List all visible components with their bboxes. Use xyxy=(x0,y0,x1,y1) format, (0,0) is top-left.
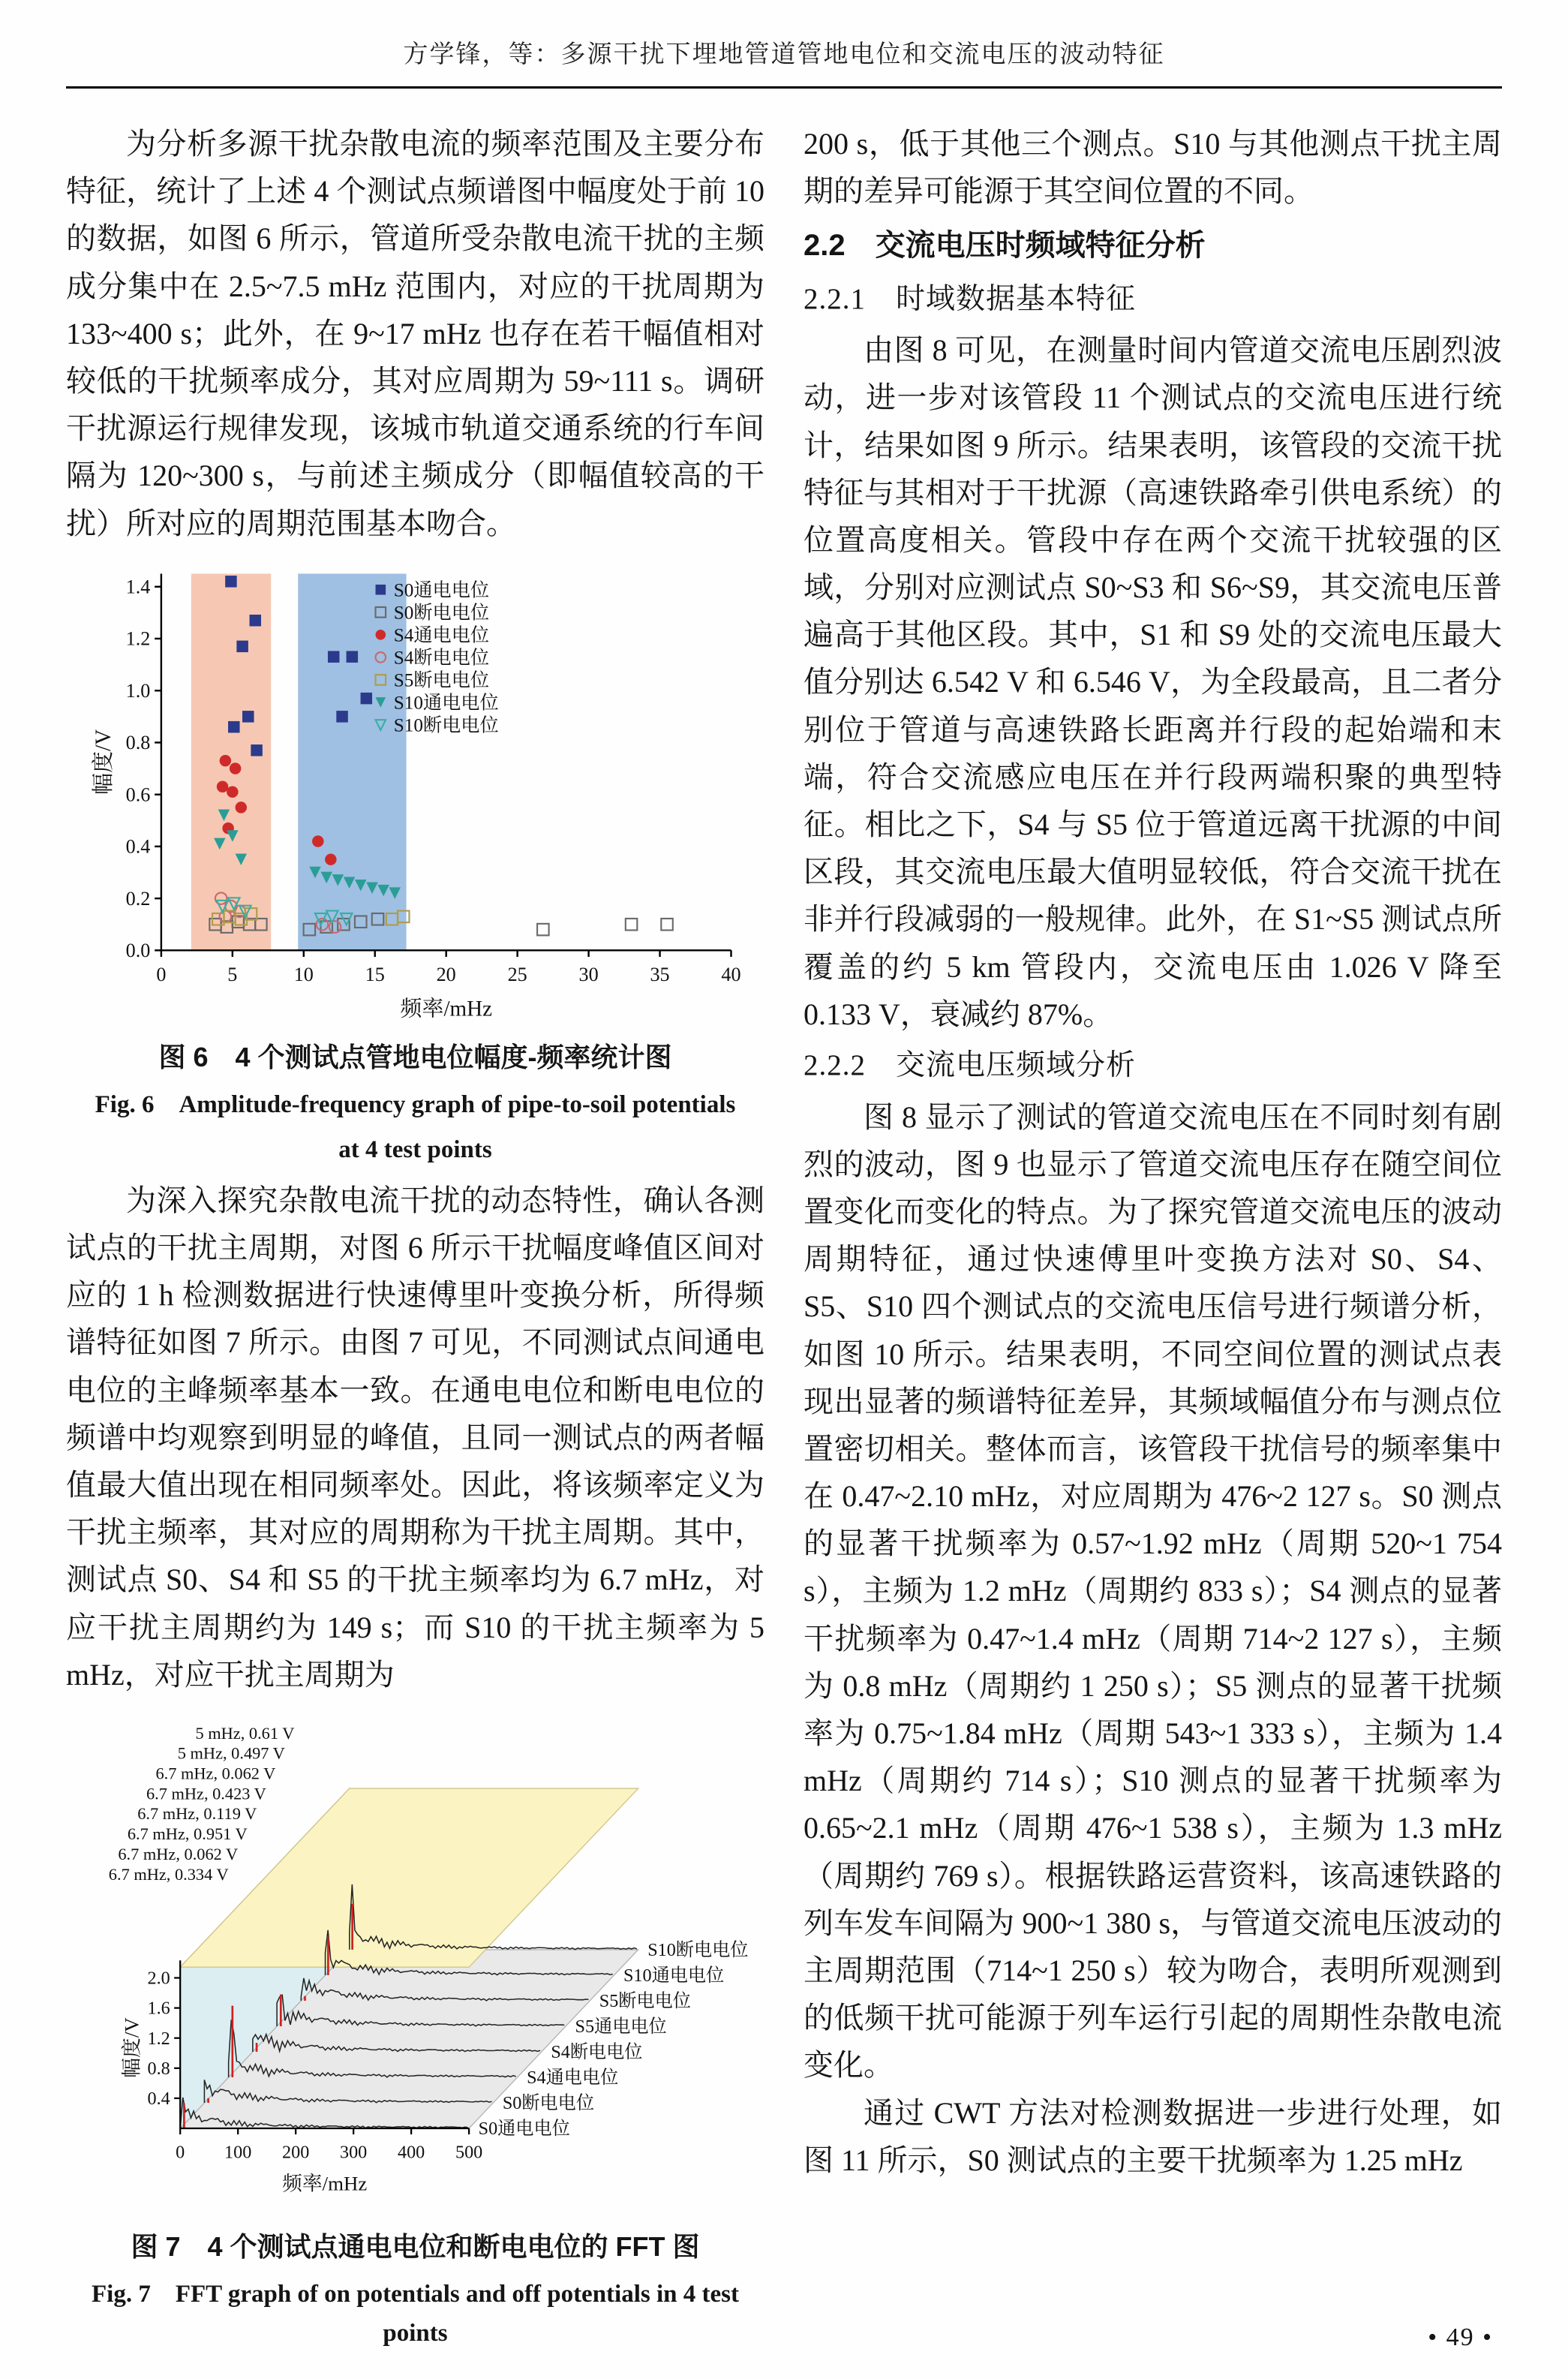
svg-text:0.0: 0.0 xyxy=(125,939,150,961)
figure-7 xyxy=(66,1712,764,2353)
svg-text:300: 300 xyxy=(340,2142,368,2163)
svg-text:S0断电电位: S0断电电位 xyxy=(502,2093,595,2114)
svg-text:5 mHz, 0.61 V: 5 mHz, 0.61 V xyxy=(195,1723,295,1743)
svg-text:25: 25 xyxy=(507,963,527,985)
svg-text:200: 200 xyxy=(282,2142,310,2163)
paragraph-cwt: 通过 CWT 方法对检测数据进一步进行处理，如图 11 所示，S0 测试点的主要干扰频率为 1.25 mHz xyxy=(804,2095,1502,2177)
svg-text:S5通电电位: S5通电电位 xyxy=(575,2016,667,2037)
fig6-caption-en-line1: Fig. 6 Amplitude-frequency graph of pipe-to-soil potentials xyxy=(95,1090,736,1118)
svg-text:频率/mHz: 频率/mHz xyxy=(399,997,492,1021)
svg-text:10: 10 xyxy=(293,963,314,985)
svg-text:S0通电电位: S0通电电位 xyxy=(478,2119,570,2140)
figure-6 xyxy=(66,561,764,1169)
svg-text:0: 0 xyxy=(155,963,166,985)
svg-text:0.4: 0.4 xyxy=(125,835,150,858)
fig7-caption-en: Fig. 7 FFT graph of on potentials and off potentials in 4 test points xyxy=(92,2281,739,2347)
svg-text:S0断电电位: S0断电电位 xyxy=(393,603,489,624)
svg-text:6.7 mHz, 0.062 V: 6.7 mHz, 0.062 V xyxy=(118,1844,239,1863)
svg-text:S5断电电位: S5断电电位 xyxy=(599,1990,691,2011)
two-column-body xyxy=(66,120,1502,2360)
svg-text:S0通电电位: S0通电电位 xyxy=(393,580,489,601)
fig6-chart xyxy=(89,561,743,1026)
svg-text:0.2: 0.2 xyxy=(125,887,150,910)
svg-text:1.2: 1.2 xyxy=(125,627,150,650)
subsection-heading-2-2-2: 2.2.2 交流电压频域分析 xyxy=(804,1048,1137,1081)
svg-text:100: 100 xyxy=(224,2142,252,2163)
left-column xyxy=(66,120,764,2360)
header-rule xyxy=(66,86,1502,89)
paragraph-continuation: 200 s，低于其他三个测点。S10 与其他测点干扰主周期的差异可能源于其空间位置的不同。 xyxy=(804,127,1502,209)
svg-text:20: 20 xyxy=(436,963,456,985)
fig6-caption-en-line2: at 4 test points xyxy=(338,1135,492,1163)
svg-text:S10断电电位: S10断电电位 xyxy=(393,715,499,736)
running-head-title: 方学锋，等：多源干扰下埋地管道管地电位和交流电压的波动特征 xyxy=(403,41,1165,68)
svg-text:1.2: 1.2 xyxy=(147,2028,170,2049)
svg-text:0.8: 0.8 xyxy=(125,731,150,753)
svg-text:6.7 mHz, 0.062 V: 6.7 mHz, 0.062 V xyxy=(155,1764,276,1783)
svg-text:400: 400 xyxy=(398,2142,425,2163)
svg-text:1.0: 1.0 xyxy=(125,679,150,702)
subsection-heading-2-2-1: 2.2.1 时域数据基本特征 xyxy=(804,282,1137,315)
fig6-caption-cn: 图 6 4 个测试点管地电位幅度-频率统计图 xyxy=(158,1041,672,1072)
svg-text:5: 5 xyxy=(227,963,237,985)
svg-text:6.7 mHz, 0.119 V: 6.7 mHz, 0.119 V xyxy=(137,1804,257,1824)
svg-text:幅度/V: 幅度/V xyxy=(120,2017,143,2078)
svg-text:0: 0 xyxy=(176,2142,185,2163)
svg-text:S5断电电位: S5断电电位 xyxy=(393,670,489,691)
paragraph-fft-analysis: 为深入探究杂散电流干扰的动态特性，确认各测试点的干扰主周期，对图 6 所示干扰幅度峰值区间对应的 1 h 检测数据进行快速傅里叶变换分析，所得频谱特征如图 7 所示。由图 7 可见，不同测试点间通电电位的主峰频率基本一致。在通电电位和断电电位的频谱中均观察到明显的峰值，且同一测试点的两者幅值最大值出现在相同频率处。因此，将该频率定义为干扰主频率，其对应的周期称为干扰主周期。其中，测试点 S0、S4 和 S5 的干扰主频率均为 6.7 mHz，对应干扰主周期约为 149 s；而 S10 的干扰主频率为 5 mHz，对应干扰主周期为 xyxy=(66,1183,764,1692)
svg-text:0.6: 0.6 xyxy=(125,783,150,806)
svg-text:5 mHz, 0.497 V: 5 mHz, 0.497 V xyxy=(177,1743,285,1763)
fig7-chart xyxy=(66,1712,764,2215)
svg-text:S10断电电位: S10断电电位 xyxy=(647,1939,749,1960)
svg-text:S4通电电位: S4通电电位 xyxy=(393,625,489,646)
svg-text:30: 30 xyxy=(578,963,599,985)
svg-text:40: 40 xyxy=(720,963,741,985)
svg-text:S4断电电位: S4断电电位 xyxy=(551,2041,643,2062)
svg-text:S10通电电位: S10通电电位 xyxy=(393,693,499,714)
paragraph-time-domain: 由图 8 可见，在测量时间内管道交流电压剧烈波动，进一步对该管段 11 个测试点的交流电压进行统计，结果如图 9 所示。结果表明，该管段的交流干扰特征与其相对于干扰源（高速铁路牵引供电系统）的位置高度相关。管段中存在两个交流干扰较强的区域，分别对应测试点 S0~S3 和 S6~S9，其交流电压普遍高于其他区段。其中，S1 和 S9 处的交流电压最大值分别达 6.542 V 和 6.546 V，为全段最高，且二者分别位于管道与高速铁路长距离并行段的起始端和末端，符合交流感应电压在并行段两端积聚的典型特征。相比之下，S4 与 S5 位于管道远离干扰源的中间区段，其交流电压最大值明显较低，符合交流干扰在非并行段减弱的一般规律。此外，在 S1~S5 测试点所覆盖的约 5 km 管段内，交流电压由 1.026 V 降至 0.133 V，衰减约 87%。 xyxy=(804,333,1502,1031)
section-heading-2-2: 2.2 交流电压时频域特征分析 xyxy=(804,229,1206,263)
svg-text:0.4: 0.4 xyxy=(147,2088,170,2109)
svg-text:频率/mHz: 频率/mHz xyxy=(281,2172,368,2195)
svg-text:500: 500 xyxy=(455,2142,483,2163)
svg-text:1.6: 1.6 xyxy=(147,1998,170,2019)
svg-text:1.4: 1.4 xyxy=(125,576,150,598)
svg-text:幅度/V: 幅度/V xyxy=(91,729,116,795)
svg-text:S4通电电位: S4通电电位 xyxy=(527,2067,619,2088)
paragraph-frequency-range: 为分析多源干扰杂散电流的频率范围及主要分布特征，统计了上述 4 个测试点频谱图中幅度处于前 10 的数据，如图 6 所示，管道所受杂散电流干扰的主频成分集中在 2.5~7.5 mHz 范围内，对应的干扰周期为 133~400 s；此外，在 9~17 mHz 也存在若干幅值相对较低的干扰频率成分，其对应周期为 59~111 s。调研干扰源运行规律发现，该城市轨道交通系统的行车间隔为 120~300 s，与前述主频成分（即幅值较高的干扰）所对应的周期范围基本吻合。 xyxy=(66,127,764,540)
svg-text:S4断电电位: S4断电电位 xyxy=(393,648,489,669)
svg-text:2.0: 2.0 xyxy=(147,1968,170,1989)
svg-text:6.7 mHz, 0.423 V: 6.7 mHz, 0.423 V xyxy=(146,1784,266,1803)
svg-text:S10通电电位: S10通电电位 xyxy=(623,1965,725,1986)
svg-text:6.7 mHz, 0.951 V: 6.7 mHz, 0.951 V xyxy=(127,1824,248,1844)
figure-7-caption xyxy=(66,2226,764,2353)
paragraph-frequency-domain: 图 8 显示了测试的管道交流电压在不同时刻有剧烈的波动，图 9 也显示了管道交流电压存在随空间位置变化而变化的特点。为了探究管道交流电压的波动周期特征，通过快速傅里叶变换方法对 S0、S4、S5、S10 四个测试点的交流电压信号进行频谱分析，如图 10 所示。结果表明，不同空间位置的测试点表现出显著的频谱特征差异，其频域幅值分布与测点位置密切相关。整体而言，该管段干扰信号的频率集中在 0.47~2.10 mHz，对应周期为 476~2 127 s。S0 测点的显著干扰频率为 0.57~1.92 mHz（周期 520~1 754 s），主频为 1.2 mHz（周期约 833 s）；S4 测点的显著干扰频率为 0.47~1.4 mHz（周期 714~2 127 s），主频为 0.8 mHz（周期约 1 250 s）；S5 测点的显著干扰频率为 0.75~1.84 mHz（周期 543~1 333 s），主频为 1.4 mHz（周期约 714 s）；S10 测点的显著干扰频率为 0.65~2.1 mHz（周期 476~1 538 s），主频为 1.3 mHz（周期约 769 s）。根据铁路运营资料，该高速铁路的列车发车间隔为 900~1 380 s，与管道交流电压波动的主周期范围（714~1 250 s）较为吻合，表明所观测到的低频干扰可能源于列车运行引起的周期性杂散电流变化。 xyxy=(804,1099,1502,2083)
right-column xyxy=(804,120,1502,2360)
svg-text:15: 15 xyxy=(365,963,385,985)
figure-6-caption xyxy=(66,1036,764,1169)
running-head xyxy=(66,26,1502,70)
svg-text:0.8: 0.8 xyxy=(147,2058,170,2079)
svg-text:35: 35 xyxy=(649,963,670,985)
fig7-caption-cn: 图 7 4 个测试点通电电位和断电电位的 FFT 图 xyxy=(131,2231,700,2263)
svg-text:6.7 mHz, 0.334 V: 6.7 mHz, 0.334 V xyxy=(108,1864,229,1884)
page-number: • 49 • xyxy=(1428,2323,1493,2351)
